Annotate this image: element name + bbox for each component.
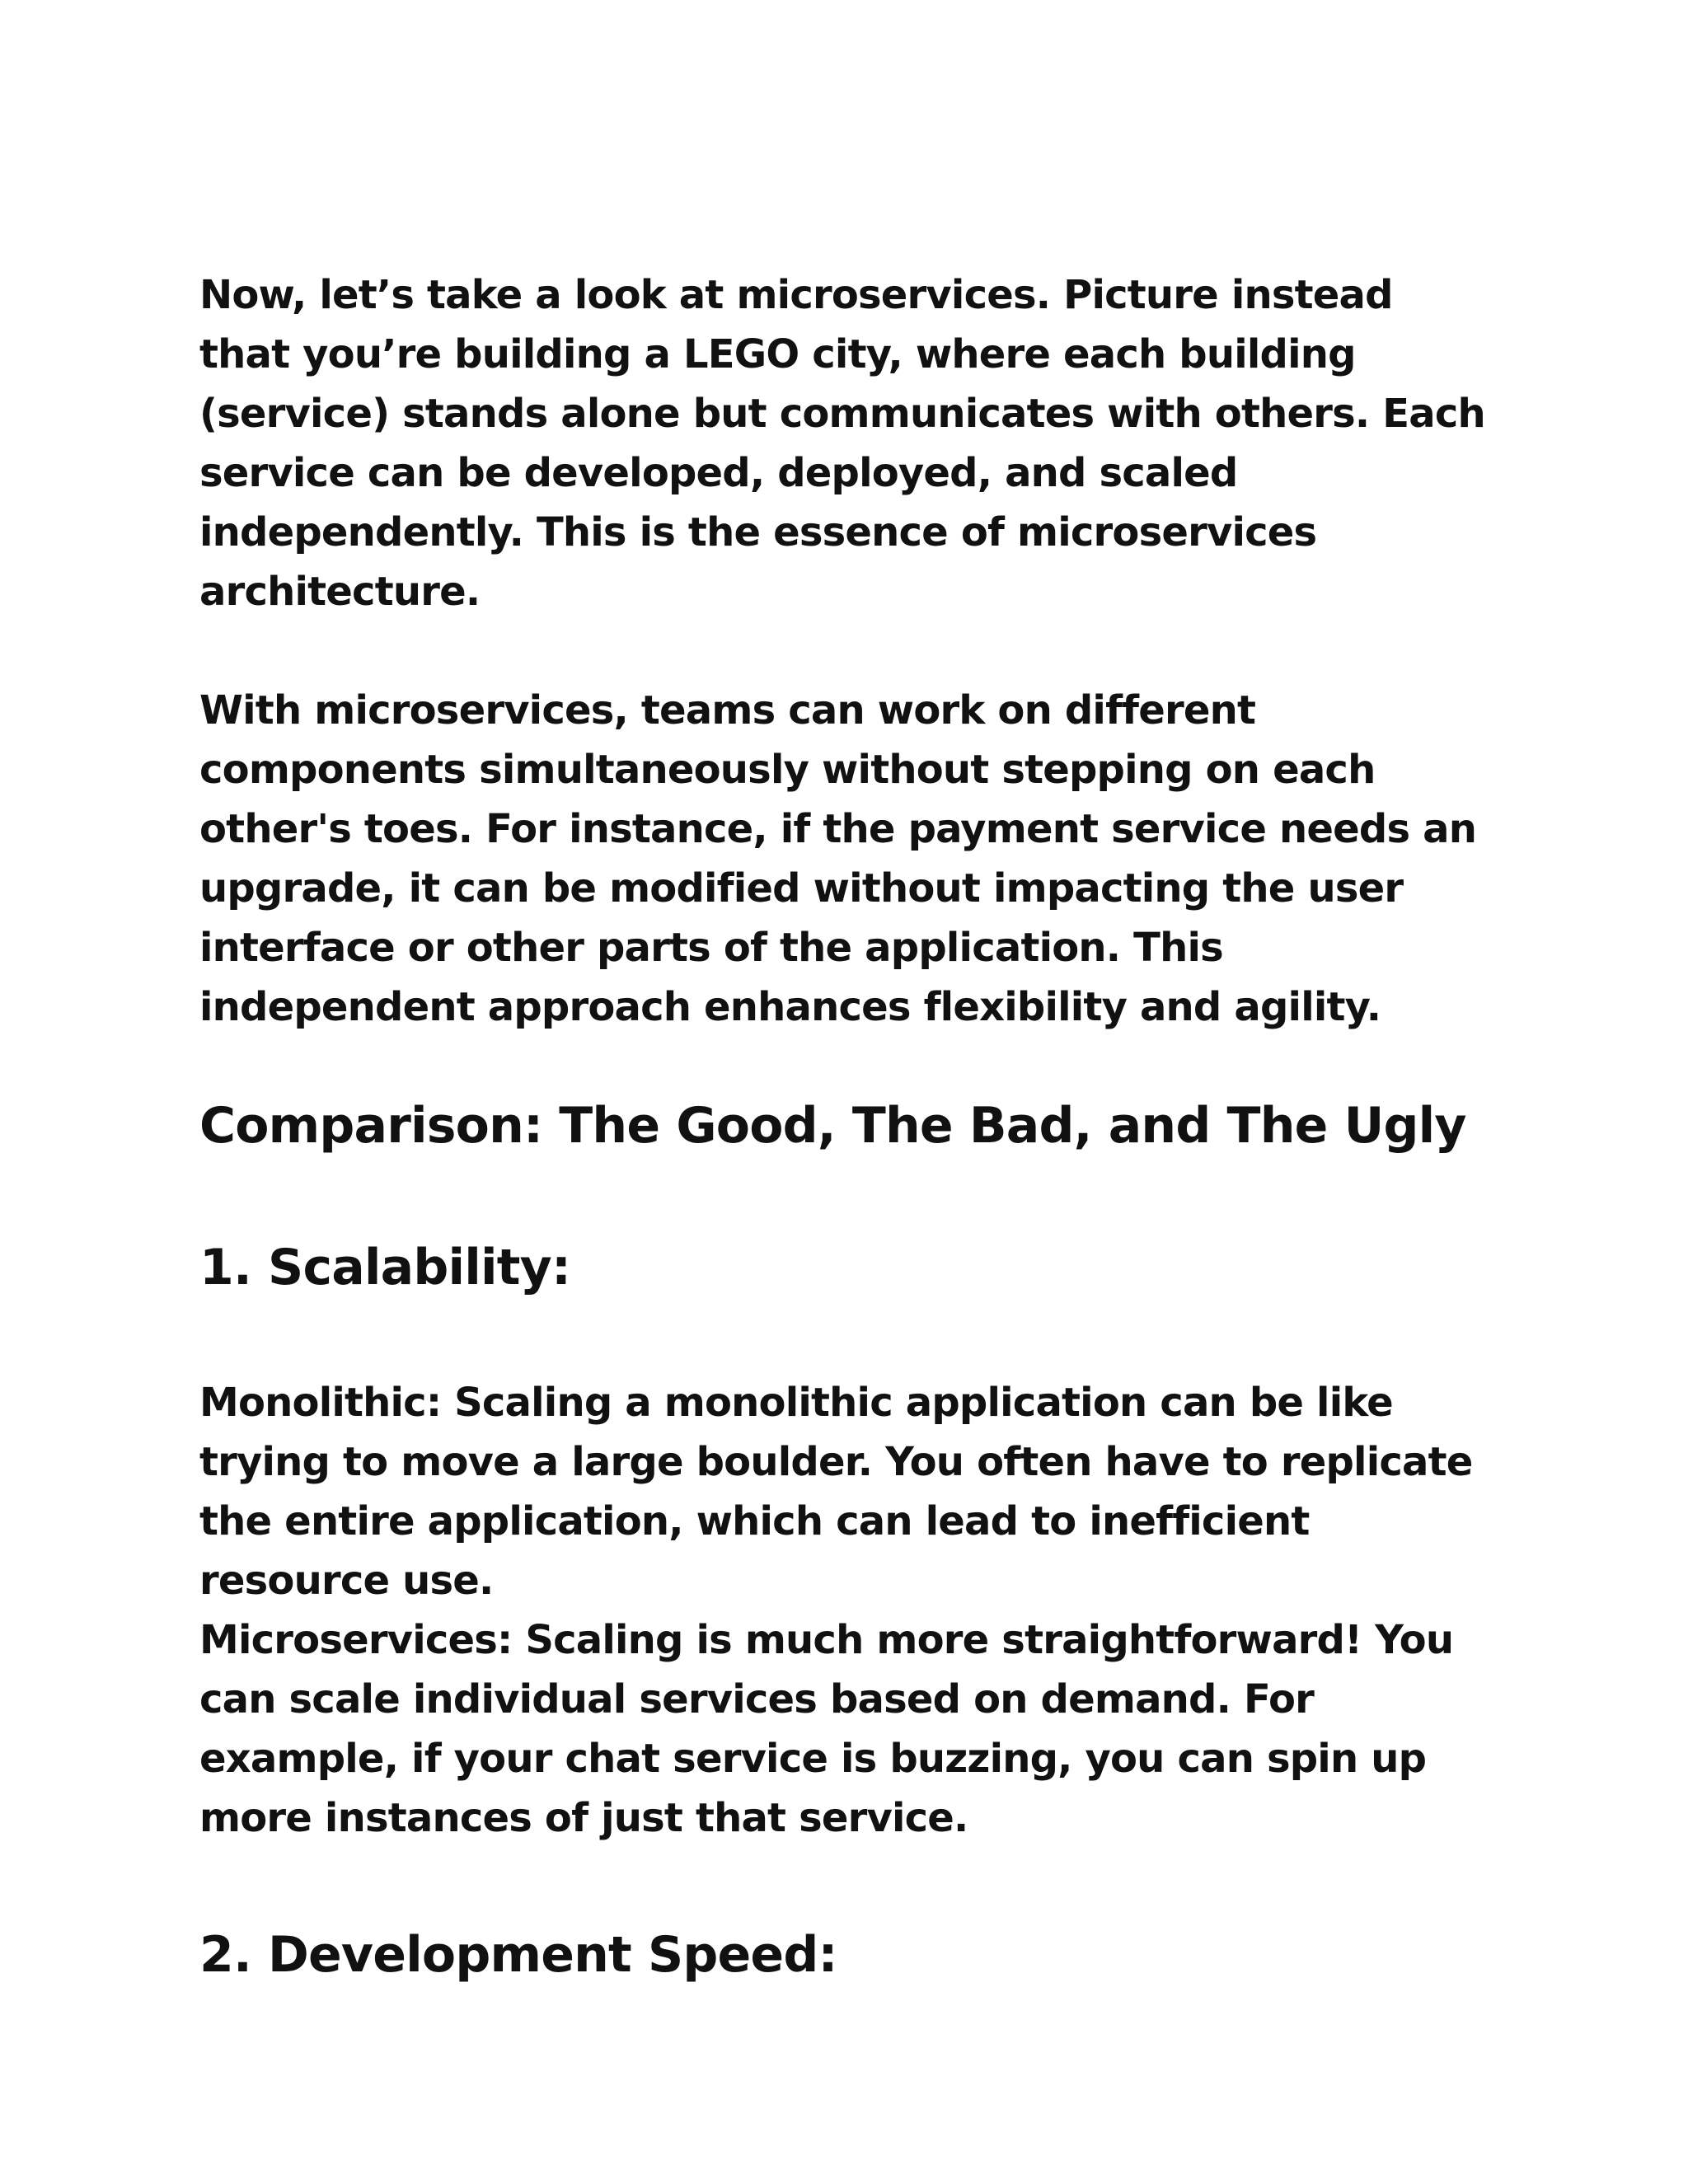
comparison-heading: Comparison: The Good, The Bad, and The Ugly xyxy=(199,1097,1466,1155)
microservices-paragraph: Microservices: Scaling is much more straightforward! You can scale individual services based on demand. For example, if your chat service is buzzing, you can spin up more instances of just that service. xyxy=(199,1617,1454,1841)
monolithic-paragraph: Monolithic: Scaling a monolithic application can be like trying to move a large boulder. You often have to replicate the entire application, which can lead to inefficient resource use. xyxy=(199,1380,1473,1604)
teams-paragraph: With microservices, teams can work on different components simultaneously without stepping on each other's toes. For instance, if the payment service needs an upgrade, it can be modified without impacting the user interface or other parts of the application. This independent approach enhances flexibility and agility. xyxy=(199,687,1477,1030)
scalability-section xyxy=(199,1373,1493,1848)
development-speed-heading: 2. Development Speed: xyxy=(199,1926,837,1984)
intro-paragraph: Now, let’s take a look at microservices. Picture instead that you’re building a LEGO city, where each building (service) stands alone but communicates with others. Each service can be developed, deployed, and scaled independently. This is the essence of microservices architecture. xyxy=(199,272,1485,615)
scalability-heading: 1. Scalability: xyxy=(199,1239,571,1296)
document-content xyxy=(199,265,1493,1988)
